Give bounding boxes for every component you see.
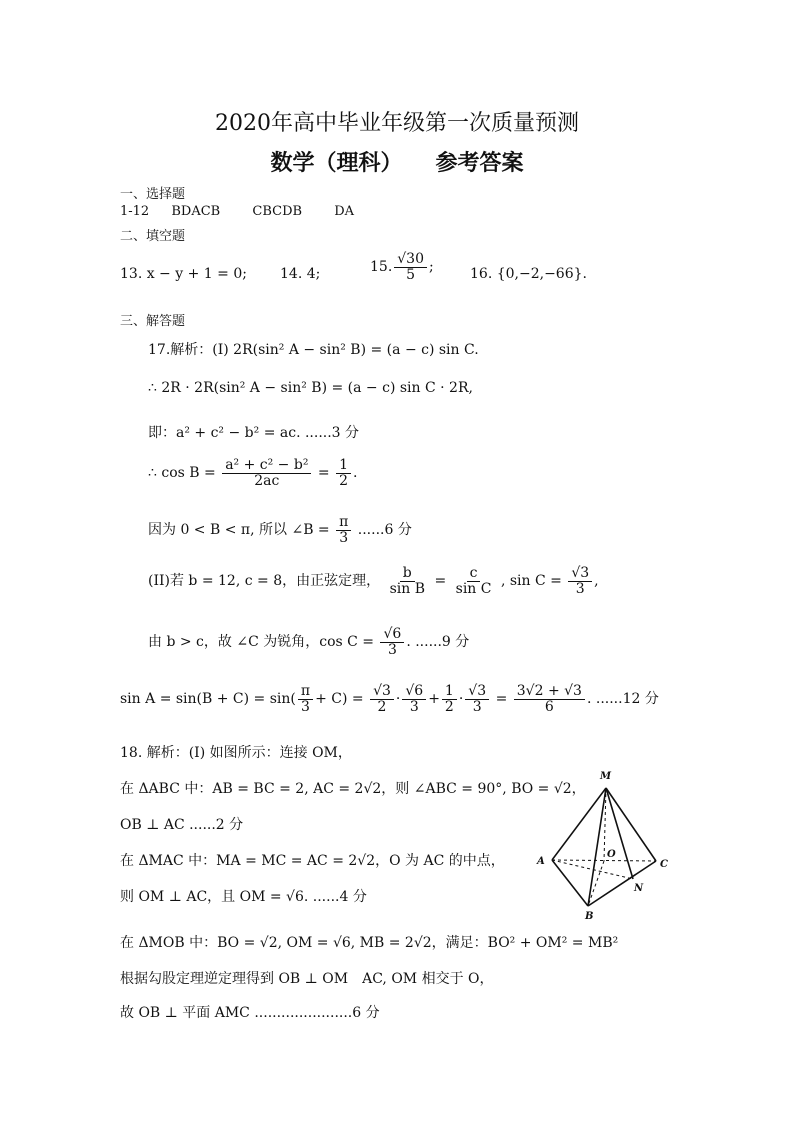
- q18-line-8: 故 OB ⊥ 平面 AMC ......................6 分: [120, 1005, 380, 1021]
- fraction-numerator: a² + c² − b²: [222, 458, 311, 474]
- period: .: [353, 465, 358, 482]
- choice-range: 1-12: [120, 204, 150, 219]
- q17-cosB-label: ∴ cos B =: [148, 465, 216, 482]
- fraction-denominator: sin B: [389, 580, 425, 597]
- fraction-numerator: √3: [370, 684, 394, 700]
- q17-line-8: [120, 684, 659, 714]
- fraction-denominator: 2: [339, 472, 348, 489]
- fraction-numerator: √6: [380, 627, 404, 643]
- fraction-numerator: √3: [465, 684, 489, 700]
- section-choice-heading: 一、选择题: [120, 187, 186, 202]
- fraction-denominator: sin C: [455, 580, 492, 597]
- fraction-denominator: 2: [377, 698, 387, 715]
- fraction-denominator: 2: [444, 698, 454, 715]
- q17-sine-ratio-b: [387, 566, 428, 596]
- fraction: [465, 684, 489, 714]
- fraction-numerator: 1: [336, 458, 351, 474]
- fraction-numerator: c: [467, 566, 481, 582]
- fraction-denominator: 3: [575, 580, 585, 597]
- fraction: [442, 684, 457, 714]
- choice-answers: [120, 204, 354, 219]
- q17-line-4: [148, 458, 357, 488]
- comma: ,: [594, 573, 599, 590]
- q17-sinC-label: , sin C =: [500, 573, 562, 590]
- operator: +: [428, 691, 440, 708]
- fraction-numerator: √6: [402, 684, 426, 700]
- section-fill-heading: 二、填空题: [120, 229, 186, 244]
- fill-answer-15: [370, 252, 434, 282]
- fraction-numerator: π: [298, 684, 313, 700]
- q18-line-5: 则 OM ⊥ AC，且 OM = √6. ......4 分: [120, 889, 367, 905]
- fill-answer-14: 14. 4;: [280, 266, 321, 282]
- vertex-label-N: N: [634, 883, 644, 894]
- q17-half-fraction: [336, 458, 351, 488]
- q18-line-2: 在 ΔABC 中：AB = BC = 2, AC = 2√2，则 ∠ABC = 90°, BO = √2，: [120, 781, 586, 797]
- equals-sign: =: [495, 691, 508, 708]
- edge-MB: [588, 788, 606, 906]
- q17-sinA-label: sin A = sin(B + C) = sin(: [120, 691, 296, 708]
- fill-15-label: 15.: [370, 259, 393, 276]
- score-note: ......6 分: [357, 522, 412, 539]
- fraction-numerator: √3: [568, 566, 592, 582]
- vertex-label-M: M: [600, 771, 612, 782]
- q17-cosB-fraction: [222, 458, 311, 488]
- page-subtitle: 数学（理科） 参考答案: [270, 150, 524, 176]
- section-solution-heading: 三、解答题: [120, 314, 186, 329]
- equals-sign: =: [317, 465, 330, 482]
- fraction-numerator: 1: [442, 684, 457, 700]
- q18-line-6: 在 ΔMOB 中：BO = √2, OM = √6, MB = 2√2，满足：BO² + OM² = MB²: [120, 935, 619, 951]
- fraction-numerator: b: [400, 566, 415, 582]
- fraction-denominator: 3: [472, 698, 482, 715]
- equals-sign: =: [434, 573, 447, 590]
- fraction-numerator: π: [336, 515, 351, 531]
- q17-line-6: [148, 566, 599, 596]
- choice-group-3: DA: [334, 204, 354, 219]
- fill-15-fraction: [394, 252, 427, 282]
- fraction-denominator: 3: [339, 529, 349, 546]
- q17-part2-intro: (II)若 b = 12, c = 8，由正弦定理，: [148, 573, 381, 590]
- choice-group-2: CBCDB: [252, 204, 303, 219]
- fill-answer-13: 13. x − y + 1 = 0;: [120, 266, 247, 282]
- q17-cosC-label: 由 b > c，故 ∠C 为锐角，cos C =: [148, 634, 375, 651]
- q17-line-7: [148, 627, 469, 657]
- fraction-denominator: 5: [406, 266, 416, 283]
- edge-MA: [552, 788, 606, 860]
- q17-angleB-fraction: [336, 515, 351, 545]
- score-note: . ......9 分: [406, 634, 470, 651]
- vertex-label-O: O: [607, 849, 616, 860]
- q17-line-2: ∴ 2R · 2R(sin² A − sin² B) = (a − c) sin C · 2R,: [148, 380, 473, 396]
- choice-group-1: BDACB: [171, 204, 221, 219]
- q17-line-3: 即：a² + c² − b² = ac. ......3 分: [148, 425, 360, 441]
- q17-line-5: [148, 515, 412, 545]
- vertex-label-C: C: [660, 859, 668, 870]
- q17-sinC-fraction: [568, 566, 592, 596]
- q18-line-3: OB ⊥ AC ......2 分: [120, 817, 244, 833]
- operator: ·: [458, 691, 464, 708]
- q17-line-1: 17.解析：(I) 2R(sin² A − sin² B) = (a − c) sin C.: [148, 342, 479, 358]
- fraction-numerator: 3√2 + √3: [514, 684, 585, 700]
- operator: ·: [395, 691, 401, 708]
- q17-cosC-fraction: [380, 627, 404, 657]
- q17-angleB-label: 因为 0 < B < π, 所以 ∠B =: [148, 522, 330, 539]
- q18-line-4: 在 ΔMAC 中：MA = MC = AC = 2√2，O 为 AC 的中点，: [120, 853, 505, 869]
- edge-MN: [606, 788, 633, 879]
- fraction-numerator: √30: [394, 252, 427, 268]
- fill-answer-16: 16. {0,−2,−66}.: [470, 266, 587, 282]
- fraction-denominator: 6: [544, 698, 554, 715]
- fraction: [370, 684, 394, 714]
- fraction-denominator: 3: [409, 698, 419, 715]
- q18-line-1: 18. 解析：(I) 如图所示：连接 OM，: [120, 745, 352, 761]
- q17-sine-ratio-c: [453, 566, 495, 596]
- fraction-denominator: 3: [387, 641, 397, 658]
- fraction-denominator: 3: [301, 698, 310, 715]
- fraction: [514, 684, 585, 714]
- expression-text: + C) =: [315, 691, 364, 708]
- fraction-denominator: 2ac: [254, 472, 280, 489]
- tetrahedron-figure: [532, 766, 682, 926]
- page-title: 2020年高中毕业年级第一次质量预测: [215, 111, 579, 136]
- fill-15-suffix: ;: [429, 259, 434, 276]
- vertex-label-A: A: [537, 856, 545, 867]
- q18-line-7: 根据勾股定理逆定理得到 OB ⊥ OM AC, OM 相交于 O，: [120, 971, 494, 987]
- edge-OB-hidden: [588, 861, 604, 906]
- fraction: [402, 684, 426, 714]
- edge-BC: [588, 861, 656, 906]
- fraction: [298, 684, 313, 714]
- vertex-label-B: B: [585, 911, 594, 922]
- score-note: . ......12 分: [586, 691, 659, 708]
